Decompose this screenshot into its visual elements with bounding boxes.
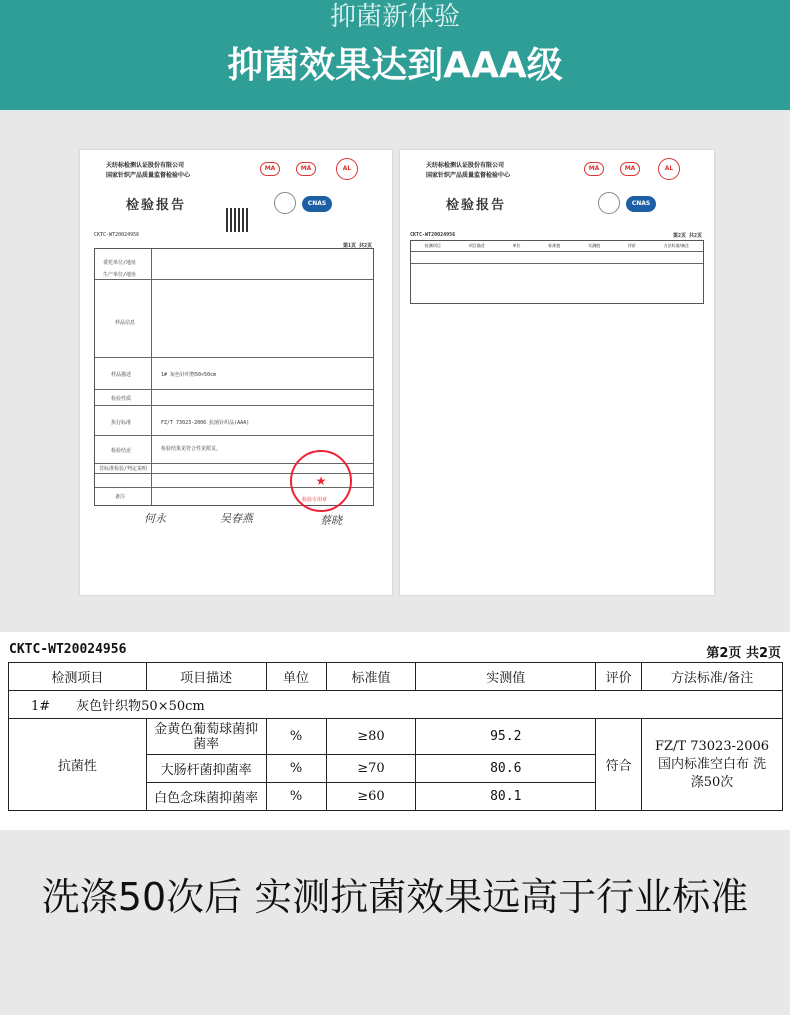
- mini-headers: [411, 241, 703, 251]
- std-cell: ≥60: [326, 783, 416, 811]
- result-table: [8, 662, 783, 811]
- ilac-icon: [274, 192, 296, 214]
- label-producer: 生产单位/地址: [103, 272, 137, 278]
- conclusion-text: 检验结果见符合性见附页。: [161, 446, 222, 452]
- label-standard: 执行标准: [111, 420, 132, 426]
- mini-header: 评价: [627, 243, 636, 248]
- mini-result-table: [410, 240, 704, 304]
- value-cell: 80.6: [416, 755, 596, 783]
- header-banner: [0, 0, 790, 110]
- mini-header: 标准值: [548, 243, 561, 248]
- mini-header: 项目描述: [468, 243, 485, 248]
- table-row: [9, 719, 783, 755]
- sample-row: 1# 灰色针织物50×50cm: [9, 691, 783, 719]
- eval-cell: 符合: [596, 719, 642, 811]
- page-indicator: 第2页 共2页: [672, 233, 702, 239]
- ma-stamp-icon: MA: [584, 162, 604, 176]
- report-page-2: [400, 150, 714, 595]
- header-title: 抑菌效果达到AAA级: [227, 45, 563, 86]
- header-value: 实测值: [416, 663, 596, 691]
- table-row: [9, 691, 783, 719]
- report-title: 检验报告: [446, 198, 507, 213]
- ilac-icon: [598, 192, 620, 214]
- header-eval: 评价: [596, 663, 642, 691]
- ma-stamp-icon: MA: [620, 162, 640, 176]
- cal-stamp-icon: AL: [336, 158, 358, 180]
- sample-desc: 1# 灰色针织物50×50cm: [161, 372, 217, 378]
- report-page-1: [80, 150, 392, 595]
- desc-cell: 大肠杆菌抑菌率: [146, 755, 266, 783]
- cal-stamp-icon: AL: [658, 158, 680, 180]
- org-name-1: 天纺标检测认证股份有限公司: [426, 162, 505, 169]
- std-cell: ≥70: [326, 755, 416, 783]
- signature-1: 何永: [144, 512, 166, 525]
- header-subtitle: 抑菌新体验: [329, 2, 460, 32]
- value-cell: 95.2: [416, 719, 596, 755]
- cnas-logo-icon: CNAS: [302, 196, 332, 212]
- unit-cell: %: [266, 783, 326, 811]
- label-conclusion: 检验结论: [111, 448, 132, 454]
- table-report-number: CKTC-WT20024956: [9, 642, 127, 657]
- method-cell: FZ/T 73023-2006 国内标准空白布 洗涤50次: [642, 719, 783, 811]
- mini-header: 方法标准/备注: [663, 243, 690, 248]
- footer-slogan: 洗涤50次后 实测抗菌效果远高于行业标准: [41, 875, 749, 919]
- item-cell: 抗菌性: [9, 719, 147, 811]
- org-name-2: 国家针织产品质量监督检验中心: [106, 172, 191, 179]
- table-page-indicator: 第2页 共2页: [706, 646, 781, 661]
- signature-3: 蔡晓: [320, 514, 342, 527]
- report-number: CKTC-WT20024956: [410, 232, 456, 238]
- label-desc: 样品描述: [111, 372, 132, 378]
- table-header-row: [9, 663, 783, 691]
- label-nature: 检验性质: [111, 396, 132, 402]
- desc-cell: 白色念珠菌抑菌率: [146, 783, 266, 811]
- report-title: 检验报告: [126, 198, 187, 213]
- header-std: 标准值: [326, 663, 416, 691]
- ma-stamp-icon: MA: [260, 162, 280, 176]
- qr-code-icon: [226, 208, 250, 232]
- org-name-2: 国家针织产品质量监督检验中心: [426, 172, 511, 179]
- header-item: 检测项目: [9, 663, 147, 691]
- value-cell: 80.1: [416, 783, 596, 811]
- report-number: CKTC-WT20024956: [94, 232, 140, 238]
- mini-header: 实测值: [588, 243, 601, 248]
- desc-cell: 金黄色葡萄球菌抑菌率: [146, 719, 266, 755]
- header-method: 方法标准/备注: [642, 663, 783, 691]
- unit-cell: %: [266, 719, 326, 755]
- inspection-seal-icon: ★: [290, 450, 352, 512]
- label-nonstd: 非标准检验/判定说明: [99, 466, 148, 472]
- unit-cell: %: [266, 755, 326, 783]
- mini-header: 单位: [512, 243, 521, 248]
- seal-label: 检验专用章: [302, 497, 328, 503]
- ma-stamp-icon: MA: [296, 162, 316, 176]
- cnas-logo-icon: CNAS: [626, 196, 656, 212]
- mini-header: 检测项目: [424, 243, 441, 248]
- label-sample: 样品信息: [115, 320, 136, 326]
- page-indicator: 第1页 共2页: [342, 243, 372, 249]
- header-desc: 项目描述: [146, 663, 266, 691]
- label-remark: 备注: [115, 494, 126, 500]
- header-unit: 单位: [266, 663, 326, 691]
- result-table-section: [0, 632, 790, 830]
- label-client: 委托单位/地址: [103, 260, 137, 266]
- org-name-1: 天纺标检测认证股份有限公司: [106, 162, 185, 169]
- standard-text: FZ/T 73023-2006 抗菌针织品(AAA): [161, 420, 250, 426]
- signature-2: 吴春燕: [220, 512, 253, 525]
- std-cell: ≥80: [326, 719, 416, 755]
